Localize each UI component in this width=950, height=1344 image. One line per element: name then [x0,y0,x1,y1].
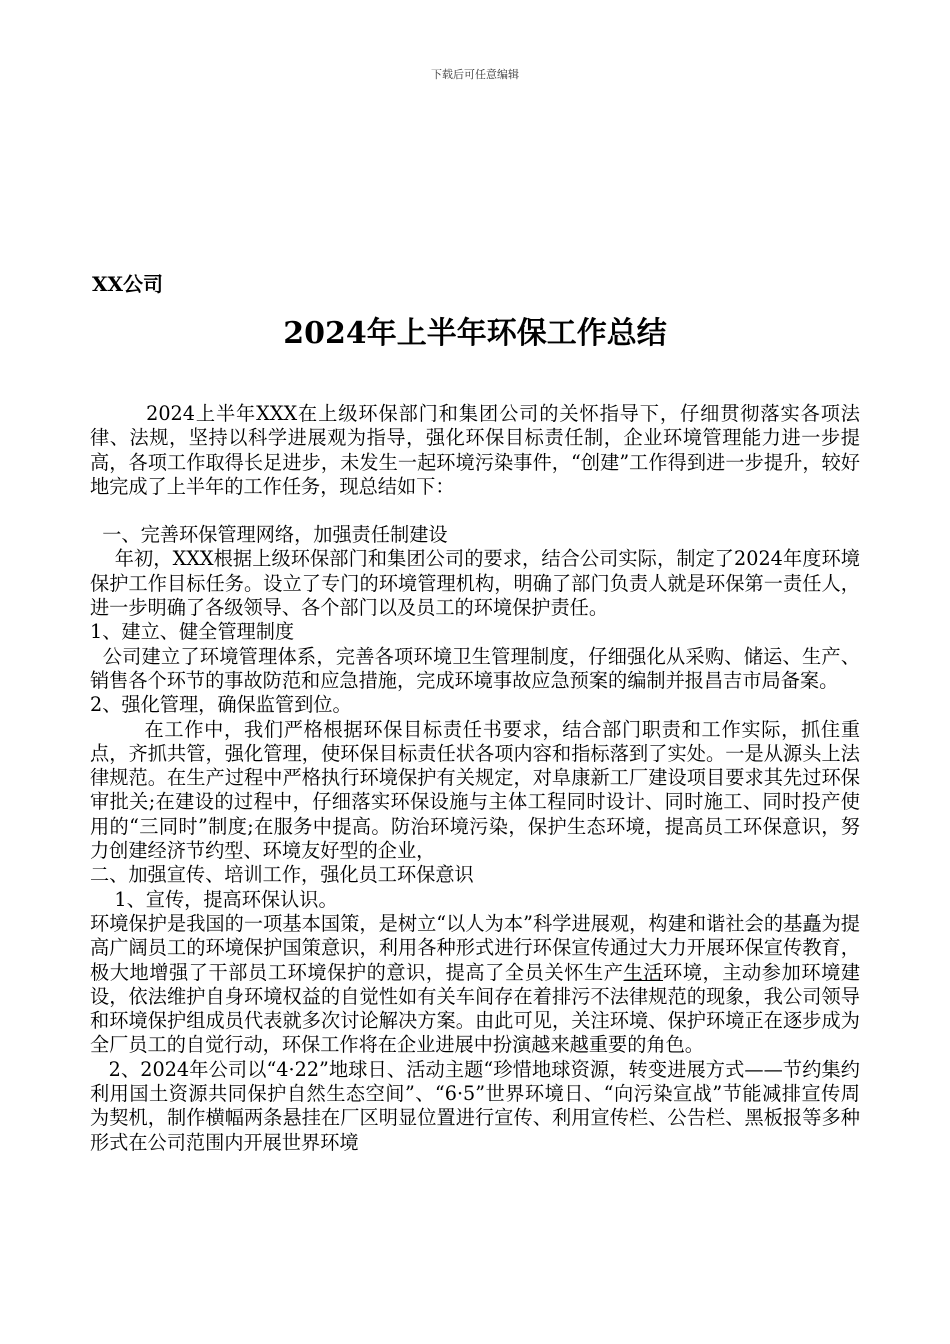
intro-paragraph: 2024上半年XXX在上级环保部门和集团公司的关怀指导下，仔细贯彻落实各项法律、法规，坚持以科学进展观为指导，强化环保目标责任制，企业环境管理能力进一步提高，各项工作取得长足进步，未发生一起环境污染事件，“创建”工作得到进一步提升，较好地完成了上半年的工作任务，现总结如下： [90,402,860,498]
subsection-2-1-heading: 1、宣传，提高环保认识。 [90,887,338,911]
subsection-1-2-paragraph: 在工作中，我们严格根据环保目标责任书要求，结合部门职责和工作实际，抓住重点，齐抓共管，强化管理，使环保目标责任状各项内容和指标落到了实处。一是从源头上法律规范。在生产过程中严格执行环境保护有关规定，对阜康新工厂建设项目要求其先过环保审批关;在建设的过程中，仔细落实环保设施与主体工程同时设计、同时施工、同时投产使用的“三同时”制度;在服务中提高。防治环境污染，保护生态环境，提高员工环保意识，努力创建经济节约型、环境友好型的企业， [90,717,861,863]
section-1-paragraph: 年初，XXX根据上级环保部门和集团公司的要求，结合公司实际，制定了2024年度环境保护工作目标任务。设立了专门的环境管理机构，明确了部门负责人就是环保第一责任人，进一步明确了各级领导、各个部门以及员工的环境保护责任。 [90,547,860,620]
paragraph-text: 环境保护是我国的一项基本国策，是树立“以人为本”科学进展观，构建和谐社会的基矗为提高广阔员工的环境保护国策意识，利用各种形式进行环保宣传通过大力开展环保宣传教育，极大地增强了干部员工环境保护的意识，提高了全员关怀生产 [90,911,860,984]
subsection-1-1-heading: 1、建立、健全管理制度 [90,620,295,644]
subsection-1-2-heading: 2、强化管理，确保监管到位。 [90,693,352,717]
subsection-2-1-paragraph [90,912,860,1058]
company-name: XX公司 [92,272,164,296]
header-note: 下载后可任意编辑 [431,68,519,81]
paragraph-gap [90,499,860,523]
document-body [90,402,860,1155]
document-title: 2024年上半年环保工作总结 [283,316,667,351]
section-2-heading: 二、加强宣传、培训工作，强化员工环保意识 [90,863,474,887]
underlined-word: 生活 [623,960,664,984]
subsection-2-2-paragraph: 2、2024年公司以“4·22”地球日、活动主题“珍惜地球资源，转变进展方式——节约集约利用国土资源共同保护自然生态空间”、“6·5”世界环境日、“向污染宣战”节能减排宣传周为契机，制作横幅两条悬挂在厂区明显位置进行宣传、利用宣传栏、公告栏、黑板报等多种形式在公司范围内开展世界环境 [90,1057,860,1154]
paragraph-text: 环境，主动参加环境建设，依法维护自身环境权益的自觉性如有关车间存在着排污不法律规范的现象，我公司领导和环境保护组成员代表就多次讨论解决方案。由此可见，关注环境、保护环境正在逐步成为全厂员工的自觉行动，环保工作将在企业进展中扮演越来越重要的角色。 [90,960,861,1057]
subsection-1-1-paragraph: 公司建立了环境管理体系，完善各项环境卫生管理制度，仔细强化从采购、储运、生产、销售各个环节的事故防范和应急措施，完成环境事故应急预案的编制并报昌吉市局备案。 [90,644,861,692]
section-1-heading: 一、完善环保管理网络，加强责任制建设 [90,523,448,547]
